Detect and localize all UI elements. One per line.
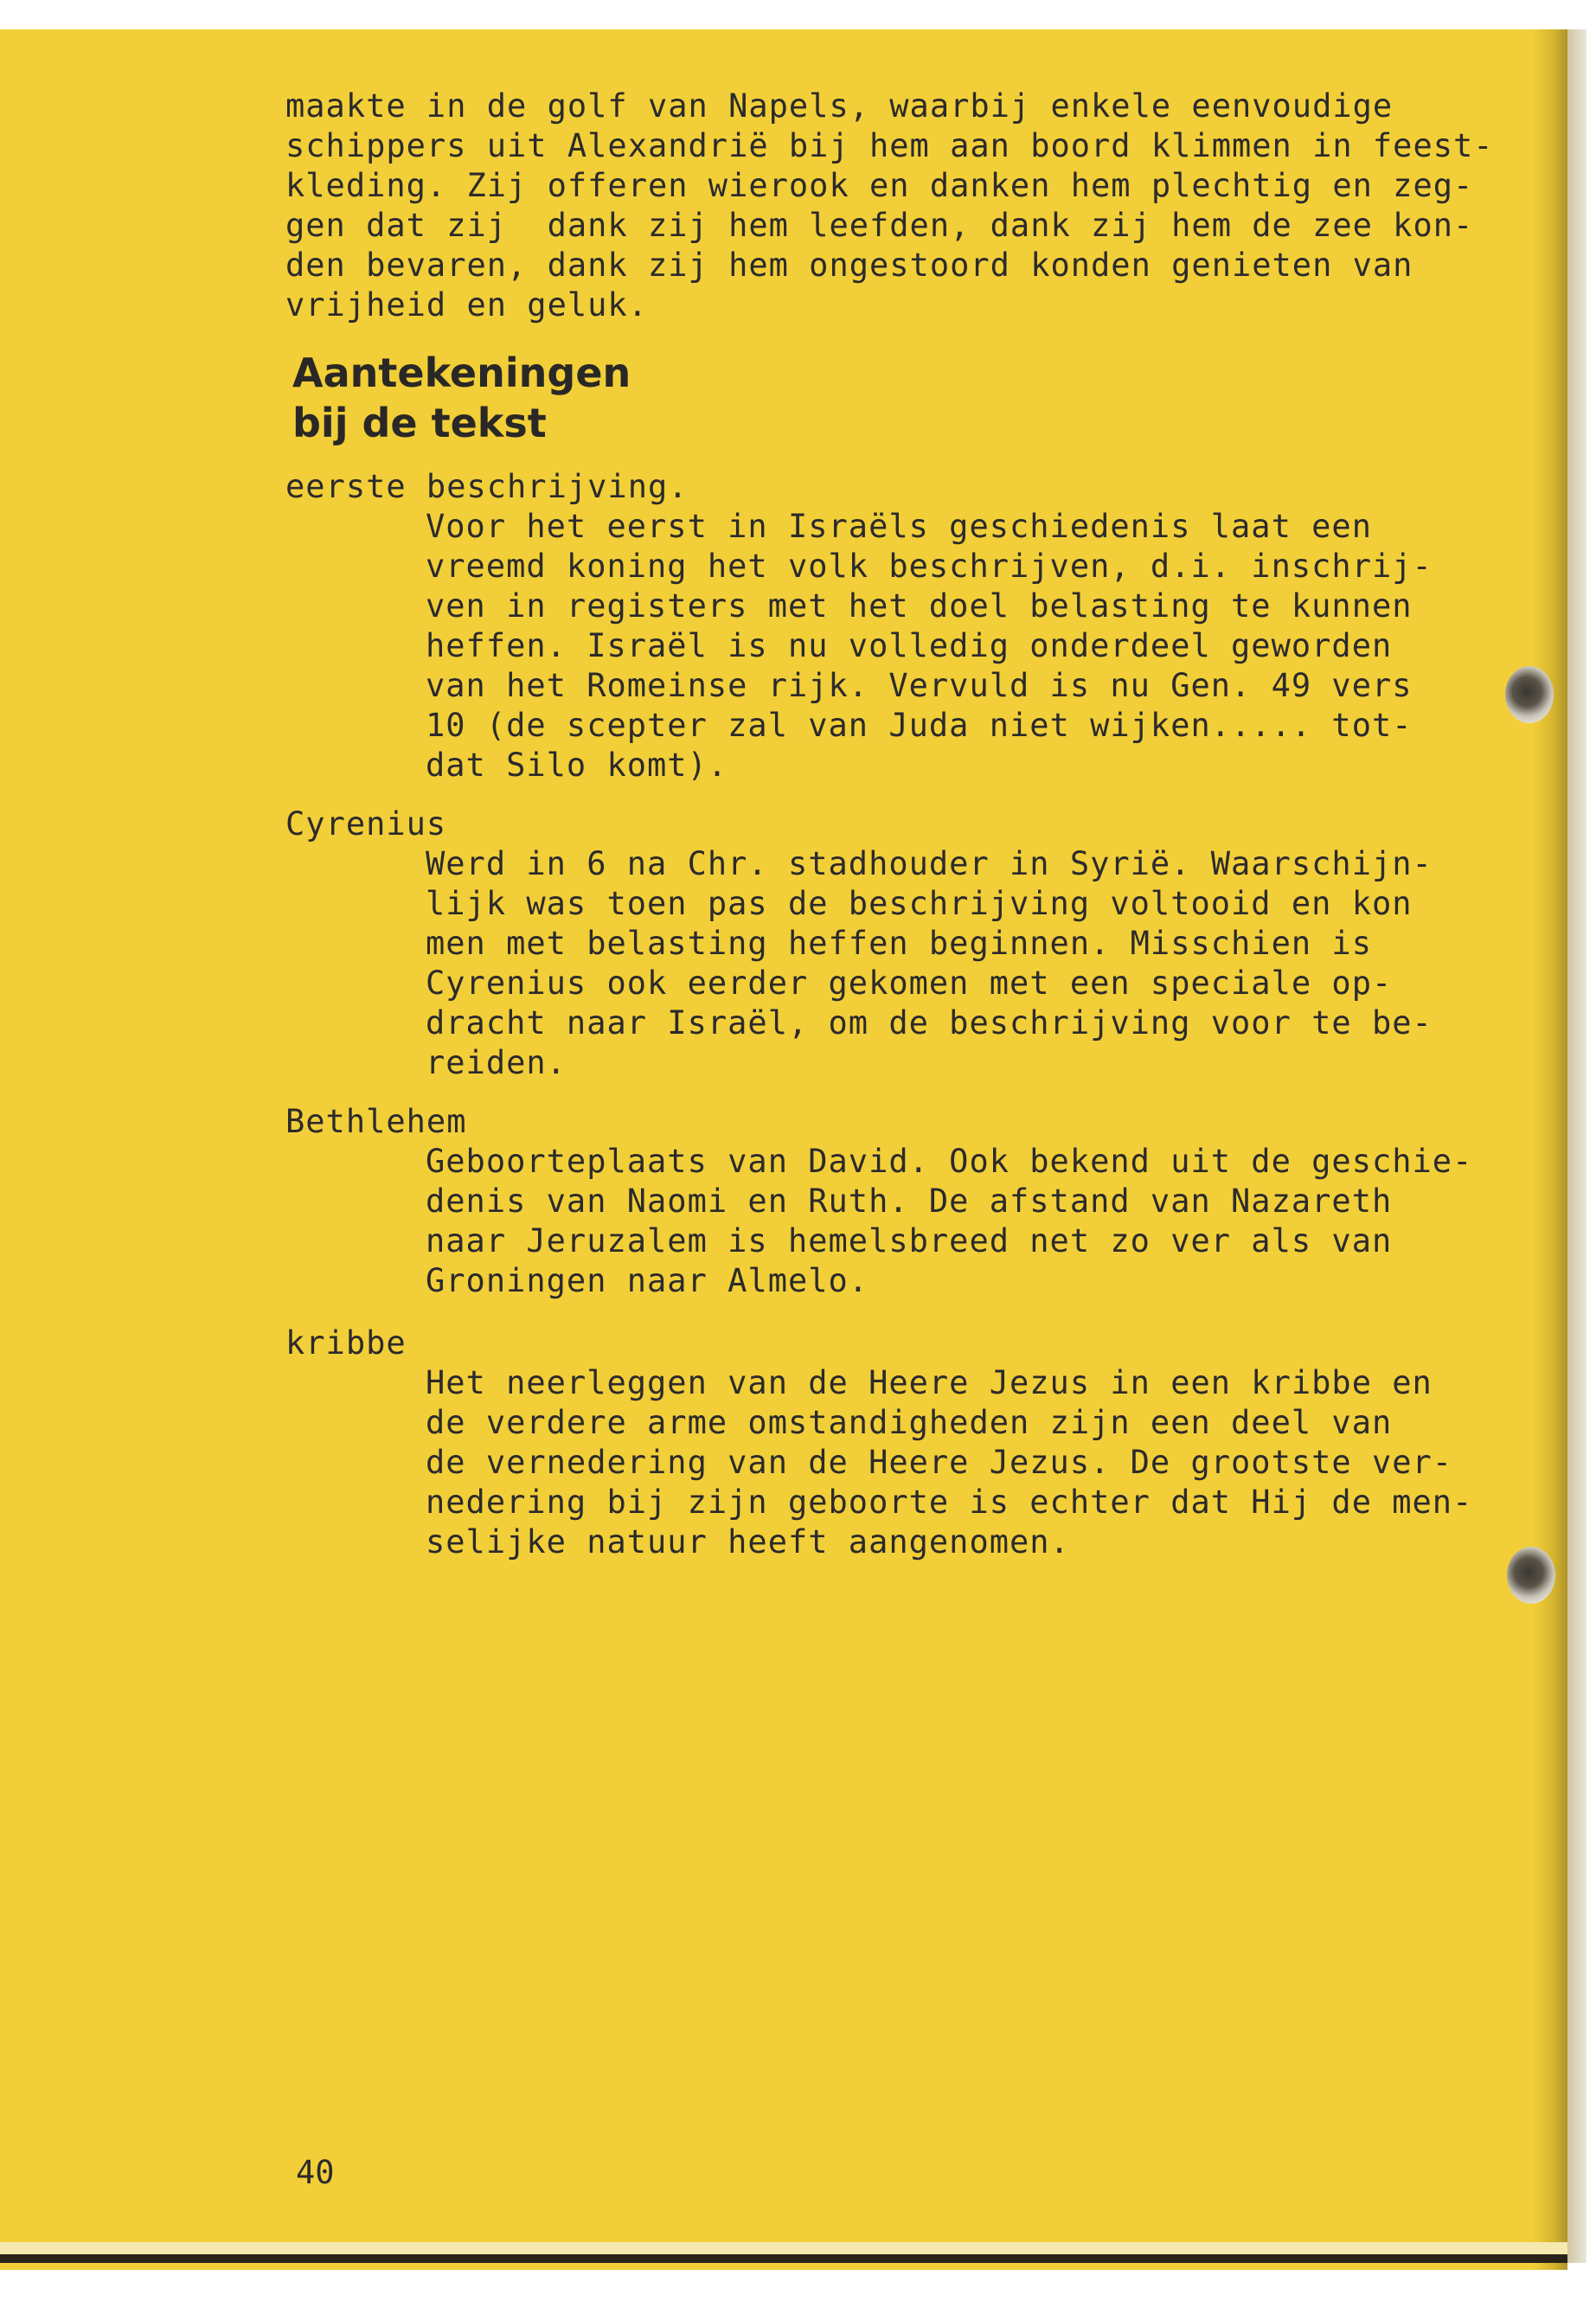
note-line: dracht naar Israël, om de beschrijving voor te be- <box>426 1004 1433 1042</box>
note-line: lijk was toen pas de beschrijving voltooid en kon <box>426 885 1413 922</box>
note-line: selijke natuur heeft aangenomen. <box>426 1523 1070 1561</box>
intro-line-2: schippers uit Alexandrië bij hem aan boord klimmen in feest- <box>285 127 1494 164</box>
intro-line-5: den bevaren, dank zij hem ongestoord konden genieten van <box>285 247 1413 284</box>
intro-line-3: kleding. Zij offeren wierook en danken hem plechtig en zeg- <box>285 167 1474 204</box>
note-line: nedering bij zijn geboorte is echter dat Hij de men- <box>426 1484 1473 1521</box>
page-edge-shadow <box>1533 29 1567 2270</box>
note-term-bethlehem: Bethlehem <box>285 1103 467 1140</box>
binder-hole-upper <box>1505 666 1554 723</box>
note-line: Het neerleggen van de Heere Jezus in een kribbe en <box>426 1364 1433 1401</box>
note-line: ven in registers met het doel belasting te kunnen <box>426 587 1413 625</box>
page-bottom-edge <box>0 2242 1567 2254</box>
note-line: van het Romeinse rijk. Vervuld is nu Gen. 49 vers <box>426 667 1413 704</box>
note-line: dat Silo komt). <box>426 747 728 784</box>
note-line: Groningen naar Almelo. <box>426 1262 869 1299</box>
page-bottom-shadow <box>0 2254 1567 2263</box>
note-line: Cyrenius ook eerder gekomen met een speciale op- <box>426 965 1393 1002</box>
note-line: vreemd koning het volk beschrijven, d.i. inschrij- <box>426 548 1433 585</box>
note-term-eerste-beschrijving: eerste beschrijving. <box>285 468 689 505</box>
section-heading <box>292 348 631 448</box>
note-line: men met belasting heffen beginnen. Misschien is <box>426 925 1372 962</box>
note-line: reiden. <box>426 1044 567 1081</box>
note-line: Voor het eerst in Israëls geschiedenis laat een <box>426 508 1372 545</box>
page-number: 40 <box>296 2154 335 2191</box>
binder-hole-lower <box>1507 1547 1555 1604</box>
section-heading-line-1: Aantekeningen <box>292 349 631 396</box>
note-term-kribbe: kribbe <box>285 1324 407 1362</box>
note-line: heffen. Israël is nu volledig onderdeel geworden <box>426 627 1393 664</box>
note-line: naar Jeruzalem is hemelsbreed net zo ver als van <box>426 1222 1393 1259</box>
note-term-cyrenius: Cyrenius <box>285 805 447 843</box>
note-line: denis van Naomi en Ruth. De afstand van Nazareth <box>426 1183 1393 1220</box>
note-line: de verdere arme omstandigheden zijn een deel van <box>426 1404 1393 1441</box>
note-line: Geboorteplaats van David. Ook bekend uit de geschie- <box>426 1143 1473 1180</box>
intro-line-4: gen dat zij dank zij hem leefden, dank zij hem de zee kon- <box>285 207 1474 244</box>
intro-line-1: maakte in de golf van Napels, waarbij enkele eenvoudige <box>285 87 1394 125</box>
note-line: 10 (de scepter zal van Juda niet wijken..... tot- <box>426 707 1413 744</box>
intro-line-6: vrijheid en geluk. <box>285 286 648 324</box>
section-heading-line-2: bij de tekst <box>292 400 547 446</box>
note-line: Werd in 6 na Chr. stadhouder in Syrië. Waarschijn- <box>426 845 1433 882</box>
page-right-edge <box>1567 29 1586 2263</box>
note-line: de vernedering van de Heere Jezus. De grootste ver- <box>426 1444 1453 1481</box>
